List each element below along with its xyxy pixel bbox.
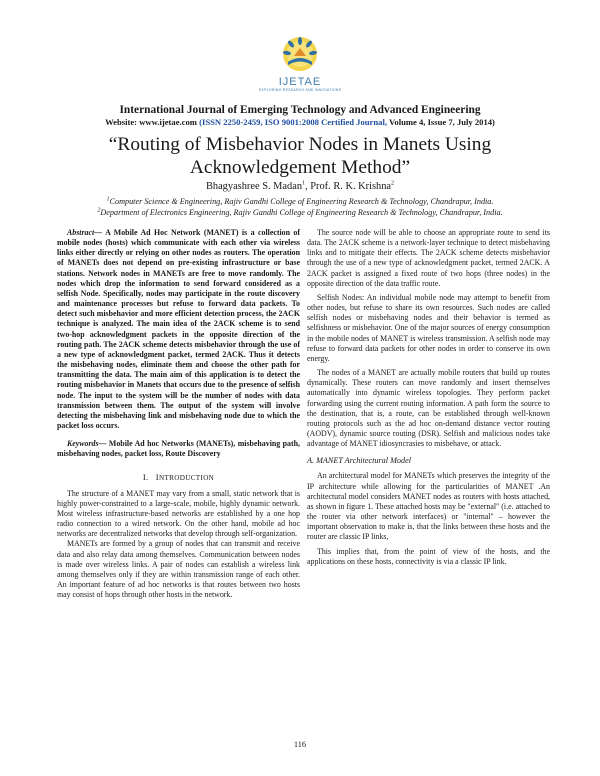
keywords-label: Keywords—: [67, 439, 107, 449]
issn-info: (ISSN 2250-2459, ISO 9001:2008 Certified Journal,: [199, 117, 387, 127]
body-paragraph-4: An architectural model for MANETs which preserves the integrity of the IP architecture while allowing for the particularities of MANET .An architectural model considers MANET nodes as routers with hosts attached, as shown in figure 1. These attached hosts may be "external" (i.e. attached to the router via other network interfaces) or "internal" – however the important observation to make is, that the links between these hosts and the router are classic IP links,: [307, 471, 550, 542]
subsection-heading: A. MANET Architectural Model: [307, 456, 411, 466]
affiliation-2: [0, 208, 600, 217]
keywords-text: Mobile Ad hoc Networks (MANETs), misbehaving path, misbehaving nodes, packet loss, Route Discovery: [57, 439, 300, 459]
journal-name: International Journal of Emerging Technology and Advanced Engineering: [119, 104, 481, 116]
logo-emblem-icon: [258, 32, 342, 76]
paper-title: “Routing of Misbehavior Nodes in Manets Using Acknowledgement Method”: [108, 134, 492, 178]
journal-logo: [258, 32, 342, 94]
body-paragraph-selfish-nodes: Selfish Nodes: An individual mobile node may attempt to benefit from other nodes, but refuse to share its own resources. Such nodes are called selfish nodes or misbehaving nodes and their behavior is termed as selfishness or misbehavior. One of the major sources of energy consumption in the mobile nodes of MANET is wireless transmission. A selfish node may refuse to forward data packets for other nodes in order to conserve its own energy.: [307, 292, 550, 363]
author-2-sup: 2: [391, 180, 395, 187]
website-link[interactable]: Website: www.ijetae.com: [105, 117, 197, 127]
affiliation-2-sup: 2: [97, 207, 101, 214]
left-column: [57, 228, 300, 600]
abstract-label: Abstract—: [67, 228, 103, 237]
abstract: [57, 228, 300, 431]
journal-website-line: [0, 117, 600, 127]
section-title-first: I: [155, 472, 159, 483]
body-paragraph-5: This implies that, from the point of view of the hosts, and the applications on these hosts, connectivity is via a classic IP link.: [307, 546, 550, 566]
abstract-text: A Mobile Ad Hoc Network (MANET) is a collection of mobile nodes (hosts) which communicate with each other via wireless links either directly or relying on other nodes as routers. The operation of MANETs does not depend on pre-existing infrastructure or base stations. Network nodes in MANETs are free to move randomly. The nodes which drop the information to send forward considered as a selfish Node. Specifically, nodes may participate in the route discovery and maintenance processes but refuse to forward data packets. To detect such misbehavior and more efficient detection process, the 2ACK technique is analyzed. The main idea of the 2ACK scheme is to send two-hop acknowledgment packets in the opposite direction of the routing path. The 2ACK scheme detects misbehavior through the use of a new type of acknowledgment packet, termed 2ACK. Thus it detects the misbehaving nodes, eliminate them and choose the other path for transmitting the data. The main aim of this application is to detect the routing misbehavior in Manets that occurs due to the presence of selfish node. The input to the system will be the number of nodes with data transmission between them. The output of the system will involve detecting the misbehaving link and misbehaving node due to which the packet loss occurs.: [57, 228, 300, 430]
body-paragraph-3: The nodes of a MANET are actually mobile routers that build up routes dynamically. These routers can move randomly and insert themselves automatically into dynamic wireless topologies. They perform packet forwarding using the current routing information. A path form the source to the destination, that is, a route, can be established through well-known routing protocols such as the ad hoc on-demand distance vector routing (AODV), dynamic source routing (DSR). Selfish and malicious nodes take advantage of MANET idiosyncrasies to misbehave, or attack.: [307, 368, 550, 449]
volume-info: Volume 4, Issue 7, July 2014): [388, 117, 495, 127]
logo-text: IJETAE: [278, 76, 322, 88]
affiliation-1: [0, 197, 600, 206]
section-title-rest: NTRODUCTION: [158, 474, 215, 483]
section-number: I.: [142, 472, 149, 483]
intro-paragraph-2: MANETs are formed by a group of nodes that can transmit and receive data and also relay data among themselves. Communication between nodes is made over wireless links. A pair of nodes can establish a wireless link among themselves only if they are within transmission range of each other. An important feature of ad hoc networks is that routes between two hosts may consist of hops through other hosts in the network.: [57, 539, 300, 600]
section-heading-introduction: [57, 472, 300, 483]
page-number: 116: [293, 740, 307, 749]
keywords: [57, 439, 300, 459]
author-1-sup: 1: [302, 180, 306, 187]
affiliation-2-text: Department of Electronics Engineering, Rajiv Gandhi College of Engineering Research & Technology, Chandrapur, India.: [100, 208, 503, 217]
intro-paragraph-1: The structure of a MANET may vary from a small, static network that is highly power-constrained to a large-scale, mobile, highly dynamic network. Most wireless infrastructure-based networks are established by a one hop radio connection to a wired network. On the other hand, mobile ad hoc networks are decentralized networks that develop through self-organization.: [57, 488, 300, 539]
author-1: Bhagyashree S. Madan: [205, 181, 303, 192]
logo-tagline: EXPLORING RESEARCH AND INNOVATIONS: [258, 88, 342, 92]
author-line: [0, 181, 600, 192]
body-paragraph-1: The source node will be able to choose an appropriate route to send its data. The 2ACK scheme is a network-layer technique to detect misbehaving links and to mitigate their effects. The 2ACK scheme detects misbehavior through the use of a new type of acknowledgment packet, termed 2ACK. A 2ACK packet is assigned a fixed route of two hops (three nodes) in the opposite direction of the data traffic route.: [307, 228, 550, 288]
author-separator: , Prof. R. K. Krishna: [305, 181, 392, 192]
affiliation-1-text: Computer Science & Engineering, Rajiv Gandhi College of Engineering Research & Technology, Chandrapur, India.: [109, 197, 494, 206]
affiliation-1-sup: 1: [106, 196, 110, 203]
right-column: [307, 228, 550, 567]
